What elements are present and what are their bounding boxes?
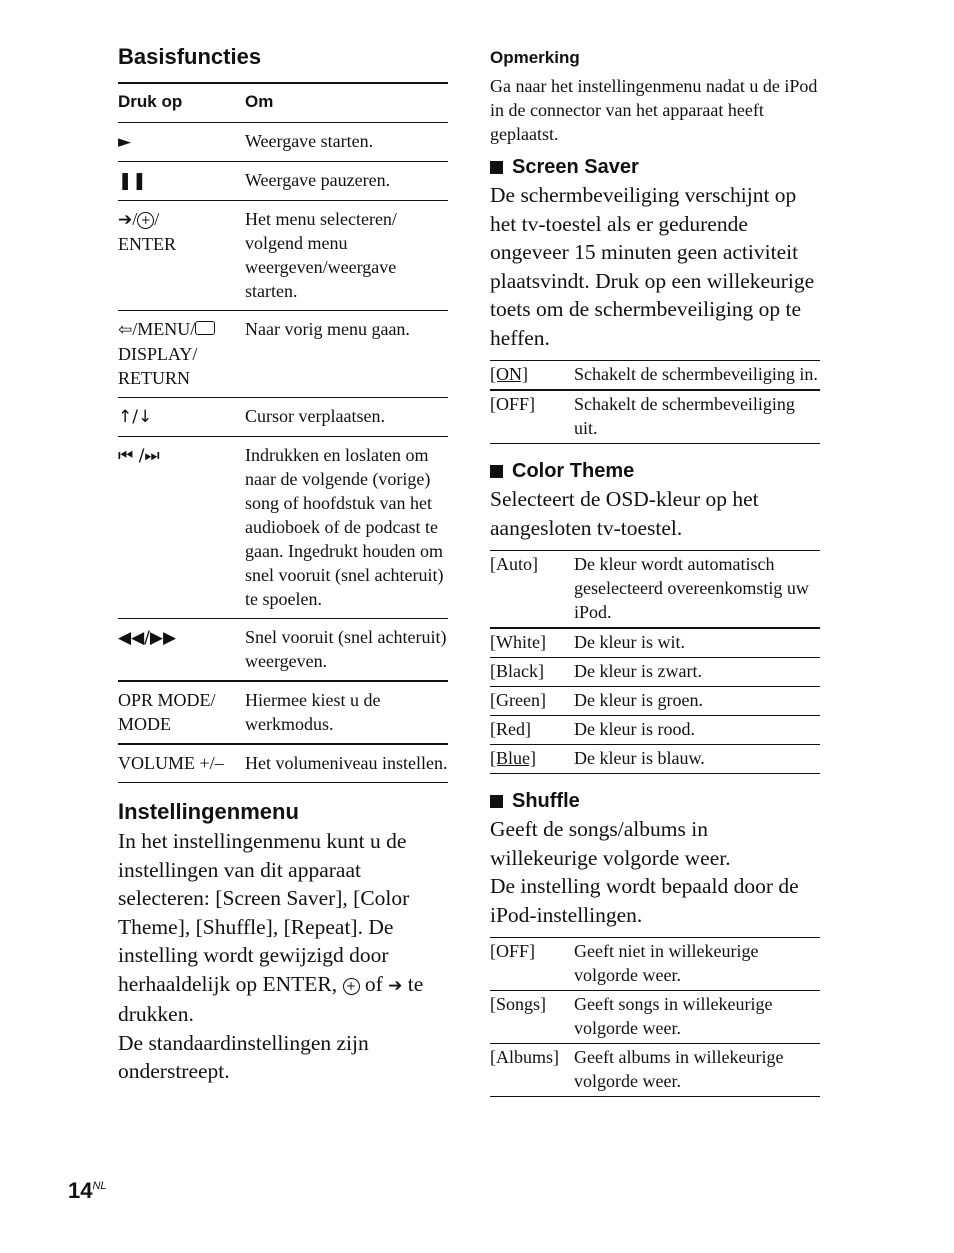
subsection-title: Color Theme [512,460,635,482]
row-desc: Snel vooruit (snel achteruit) weergeven. [245,619,448,682]
page-lang: NL [92,1180,107,1192]
shuffle-desc-2: De instelling wordt bepaald door de iPod-instellingen. [490,874,799,927]
arrow-up-down-icon: ↑/↓ [118,407,153,427]
section-title-instellingenmenu: Instellingenmenu [118,799,299,824]
square-bullet-icon [490,161,503,174]
menu-text-b: of [364,971,383,996]
option-key: [Red] [490,716,574,745]
table-row [490,390,820,444]
table-row [490,716,820,745]
option-desc: De kleur is groen. [574,687,820,716]
play-icon: ► [118,132,132,152]
table-row [490,687,820,716]
page-number [68,1178,107,1204]
col-header-om: Om [245,83,448,123]
key-label: /MENU/ [132,319,196,339]
option-key-default: [Blue] [490,745,574,774]
option-key: [White] [490,628,574,658]
option-desc: Geeft niet in willekeurige volgorde weer. [574,938,820,991]
table-row [118,311,448,398]
option-key: [Green] [490,687,574,716]
option-key: [Albums] [490,1044,574,1097]
row-desc: Naar vorig menu gaan. [245,311,448,398]
screen-saver-desc: De schermbeveiliging verschijnt op het tv-toestel als er gedurende ongeveer 15 minuten geen activiteit plaatsvindt. Druk op een willekeurige toets om de schermbeveiliging op te heffen. [490,183,815,350]
menu-paragraph [118,827,448,1029]
row-desc: Het volumeniveau instellen. [245,744,448,783]
shuffle-options [490,937,820,1097]
note-body: Ga naar het instellingenmenu nadat u de iPod in de connector van het apparaat heeft geplaatst. [490,76,818,144]
table-row [118,398,448,437]
option-key: [OFF] [490,390,574,444]
seek-key [118,619,245,682]
option-desc: De kleur is zwart. [574,658,820,687]
rewind-forward-icon: ◀◀/▶▶ [118,628,177,648]
play-key [118,123,245,162]
subsection-shuffle [490,790,820,813]
option-key-default: [ON] [490,361,574,391]
row-key: VOLUME +/– [118,744,245,783]
option-key: [OFF] [490,938,574,991]
subsection-screen-saver [490,156,820,179]
square-bullet-icon [490,795,503,808]
table-row [490,1044,820,1097]
table-row [118,681,448,744]
right-column [490,48,820,1097]
table-row [118,162,448,201]
table-row [118,201,448,311]
table-row [118,437,448,619]
enter-key: ➔/ + / ENTER [118,201,245,311]
subsection-title: Screen Saver [512,156,639,178]
option-desc: Geeft songs in willekeurige volgorde weer. [574,991,820,1044]
table-row [490,628,820,658]
square-bullet-icon [490,465,503,478]
table-row [490,938,820,991]
row-desc: Weergave pauzeren. [245,162,448,201]
option-key: [Songs] [490,991,574,1044]
section-title-basisfuncties: Basisfuncties [118,44,262,69]
circle-plus-icon: + [343,978,360,995]
table-row [490,658,820,687]
circle-plus-icon: + [137,212,154,229]
key-label: DISPLAY/ RETURN [118,344,198,388]
table-header-row [118,83,448,123]
table-row [490,361,820,391]
option-desc: De kleur is wit. [574,628,820,658]
table-row [490,991,820,1044]
menu-paragraph-2: De standaardinstellingen zijn onderstreept. [118,1030,369,1083]
option-desc: De kleur is rood. [574,716,820,745]
menu-text-a: In het instellingenmenu kunt u de instellingen van dit apparaat selecteren: [Screen Saver], [Color Theme], [Shuffle], [Repeat]. De instelling wordt gewijzigd door herhaaldelijk op ENTER, [118,829,410,996]
basisfuncties-table [118,82,448,783]
display-icon [195,321,215,335]
row-desc: Weergave starten. [245,123,448,162]
arrow-right-icon: ➔ [118,210,133,230]
option-key: [Black] [490,658,574,687]
table-row [118,123,448,162]
option-desc: Schakelt de schermbeveiliging in. [574,361,820,391]
pause-key [118,162,245,201]
note-title: Opmerking [490,48,580,67]
row-key: OPR MODE/ MODE [118,681,245,744]
subsection-color-theme [490,460,820,483]
table-row [490,551,820,629]
arrow-right-icon: ➔ [388,975,403,996]
color-theme-desc: Selecteert de OSD-kleur op het aangesloten tv-toestel. [490,487,759,540]
color-theme-options [490,550,820,774]
option-desc: Schakelt de schermbeveiliging uit. [574,390,820,444]
subsection-title: Shuffle [512,790,580,812]
skip-prev-next-icon: ⏮ /⏭ [118,446,160,466]
option-desc: Geeft albums in willekeurige volgorde weer. [574,1044,820,1097]
key-label: ENTER [118,234,176,254]
option-desc: De kleur wordt automatisch geselecteerd overeenkomstig uw iPod. [574,551,820,629]
row-desc: Het menu selecteren/ volgend menu weergeven/weergave starten. [245,201,448,311]
left-column [118,44,448,1086]
arrow-left-icon: ⇦ [118,320,133,340]
option-key: [Auto] [490,551,574,629]
table-row [118,619,448,682]
menu-text-c: te drukken. [118,971,424,1026]
row-desc: Hiermee kiest u de werkmodus. [245,681,448,744]
shuffle-desc-1: Geeft de songs/albums in willekeurige volgorde weer. [490,817,731,870]
option-desc: De kleur is blauw. [574,745,820,774]
table-row [118,744,448,783]
col-header-druk-op: Druk op [118,83,245,123]
table-row [490,745,820,774]
row-desc: Cursor verplaatsen. [245,398,448,437]
return-key [118,311,245,398]
pause-icon: ❚❚ [118,171,147,191]
page-number-value: 14 [68,1178,93,1203]
row-desc: Indrukken en loslaten om naar de volgende (vorige) song of hoofdstuk van het audioboek of de podcast te gaan. Ingedrukt houden om snel vooruit (snel achteruit) te spoelen. [245,437,448,619]
screen-saver-options [490,360,820,444]
cursor-key [118,398,245,437]
skip-key [118,437,245,619]
